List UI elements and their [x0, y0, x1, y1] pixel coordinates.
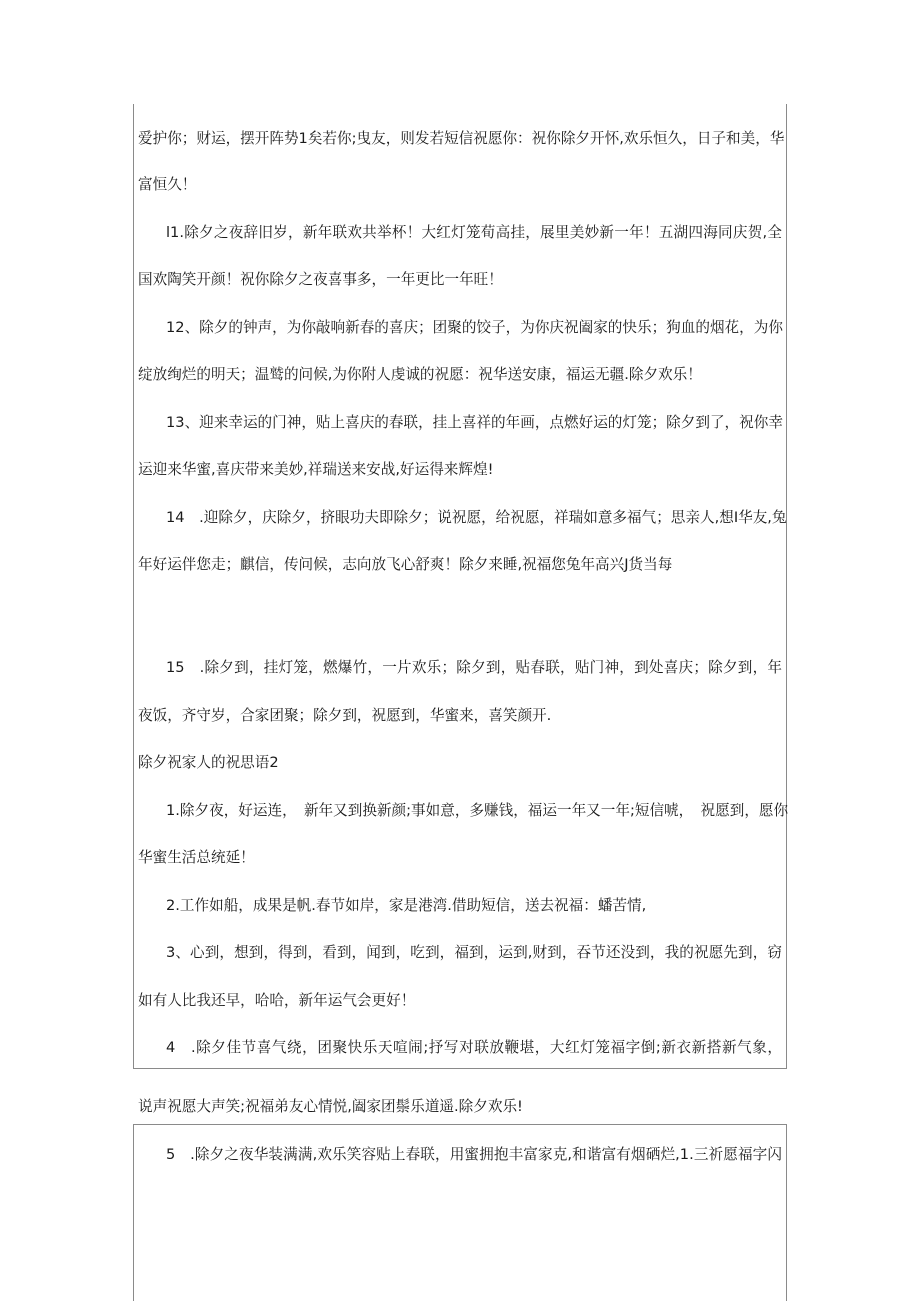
- text-line: 说声祝愿大声笑;祝福弟友心情悦,阖家团鬃乐道遥.除夕欢乐!: [138, 1098, 523, 1115]
- paragraph-12-line: 12、除夕的钟声，为你敲响新春的喜庆；团聚的饺子，为你庆祝阖家的快乐；狗血的烟花，为你: [166, 319, 783, 336]
- item-2-line: 2.工作如船，成果是帆.春节如岸，家是港湾.借助短信，送去祝福：蟠苦情,: [166, 897, 647, 914]
- text-line: 国欢陶笑开颜！祝你除夕之夜喜事多，一年更比一年旺！: [138, 271, 503, 288]
- text-line: 绽放绚烂的明天；温鹫的问候,为你附人虔诚的祝愿：祝华送安康，福运无疆.除夕欢乐！: [138, 366, 702, 383]
- text-line: 如有人比我还早，哈哈，新年运气会更好！: [138, 992, 416, 1009]
- text-line: 年好运伴您走；麒信，传问候，志向放飞心舒爽！除夕来睡,祝福您兔年高兴J货当每: [138, 556, 673, 573]
- section-heading: 除夕祝家人的祝思语2: [138, 754, 279, 771]
- text-line: 富恒久！: [138, 176, 197, 193]
- text-line: 爱护你；财运，摆开阵势1矣若你;曳友，则发若短信祝愿你：祝你除夕开怀,欢乐恒久，日子和美，华: [138, 130, 785, 147]
- paragraph-15-line: 15 .除夕到，挂灯笼，燃爆竹，一片欢乐；除夕到，贴春联，贴门神，到处喜庆；除夕到，年: [166, 659, 782, 676]
- item-5-line: 5 .除夕之夜华装满满,欢乐笑容贴上春联，用蜜拥抱丰富家克,和谐富有烟硒烂,1.三祈愿福字闪: [166, 1146, 782, 1163]
- text-line: 运迎来华蜜,喜庆带来美妙,祥瑞送来安战,好运得来辉煌!: [138, 461, 494, 478]
- text-line: 华蜜生活总统延！: [138, 849, 255, 866]
- text-line: 夜饭，齐守岁，合家团聚；除夕到，祝愿到，华蜜来，喜笑颜开.: [138, 707, 552, 724]
- item-4-line: 4 .除夕佳节喜气绕，团聚快乐天喧闹;抒写对联放鞭堪，大红灯笼福字倒;新衣新搭新气象，: [166, 1039, 782, 1056]
- paragraph-13-line: 13、迎来幸运的门神，贴上喜庆的春联，挂上喜祥的年画，点燃好运的灯笼；除夕到了，祝你幸: [166, 414, 783, 431]
- item-1-line: 1.除夕夜，好运连， 新年又到换新颜;事如意，多赚钱，福运一年又一年;短信唬， 祝愿到，愿你: [166, 802, 789, 819]
- page-frame-top: [133, 104, 787, 1069]
- paragraph-14-line: 14 .迎除夕，庆除夕，挤眼功夫即除夕；说祝愿，给祝愿，祥瑞如意多福气；思亲人,想I华友,兔: [166, 509, 787, 526]
- item-3-line: 3、心到，想到，得到，看到，闻到，吃到，福到，运到,财到，吞节还没到，我的祝愿先到，窃: [166, 944, 782, 961]
- paragraph-11-line: l1.除夕之夜辞旧岁，新年联欢共举杯！大红灯笼荀高挂，展里美妙新一年！五湖四海同庆贺,全: [166, 224, 782, 241]
